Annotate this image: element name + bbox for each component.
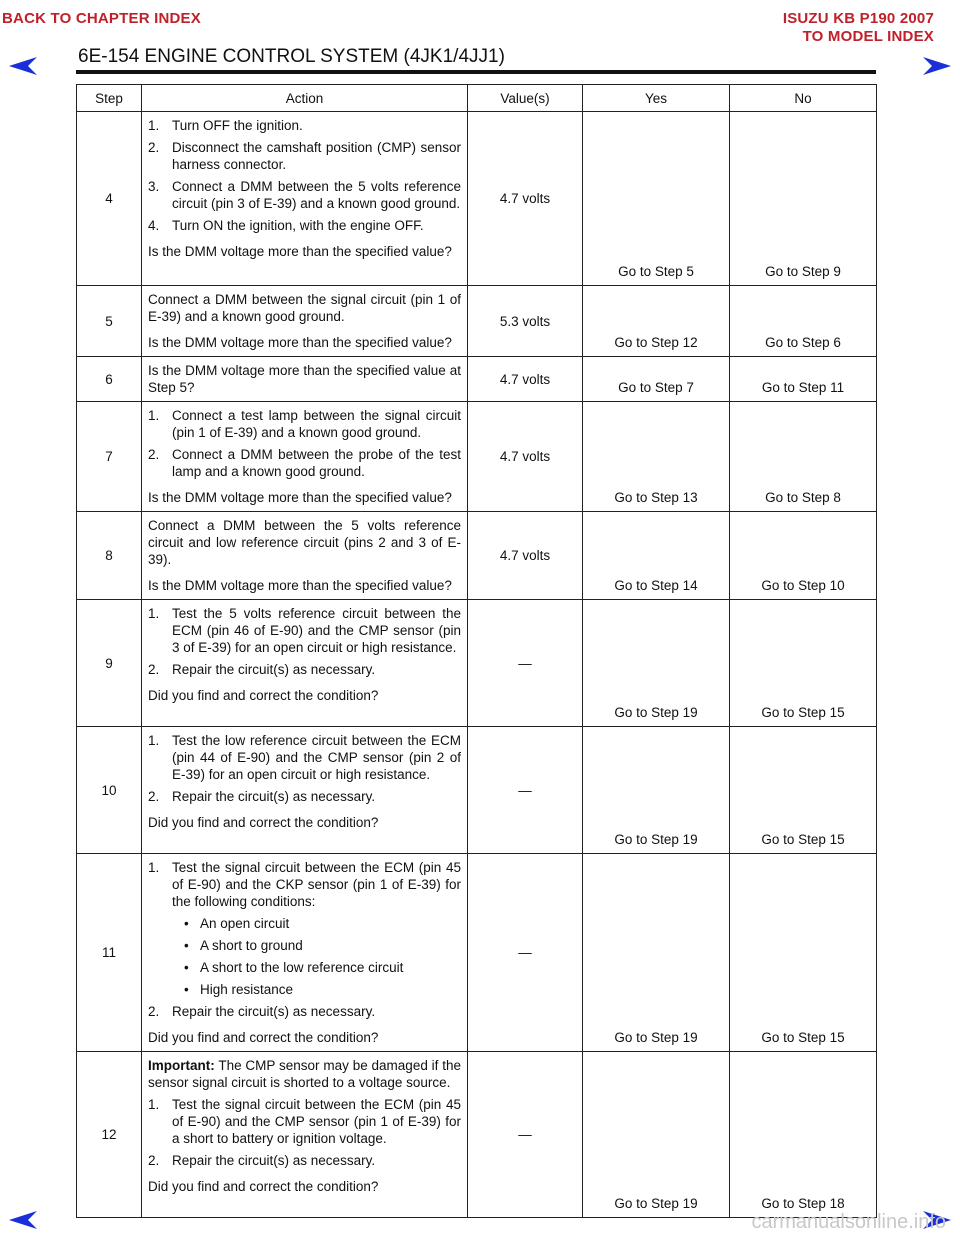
important-text: The CMP sensor may be damaged if the sensor signal circuit is shorted to a voltage source.	[148, 1058, 462, 1090]
table-row	[77, 286, 877, 357]
back-to-chapter-index-link[interactable]: BACK TO CHAPTER INDEX	[2, 10, 201, 27]
action-item: Connect a DMM between the probe of the test lamp and a known good ground.	[172, 447, 461, 479]
action-item: Turn ON the ignition, with the engine OFF.	[172, 218, 424, 233]
yes-column-header: Yes	[583, 85, 730, 112]
bullet-item: A short to ground	[200, 938, 303, 953]
diagnostic-steps-table	[76, 84, 877, 1218]
yes-cell: Go to Step 14	[583, 512, 730, 600]
action-cell	[142, 512, 468, 600]
step-number: 9	[77, 600, 142, 727]
table-row	[77, 600, 877, 727]
value-cell: —	[468, 854, 583, 1052]
model-title-link[interactable]: ISUZU KB P190 2007	[782, 10, 934, 27]
action-item: Repair the circuit(s) as necessary.	[172, 662, 376, 677]
yes-cell: Go to Step 19	[583, 727, 730, 854]
action-item: Connect a test lamp between the signal circuit (pin 1 of E-39) and a known good ground.	[172, 408, 461, 440]
action-item: Repair the circuit(s) as necessary.	[172, 1153, 376, 1168]
action-item: Turn OFF the ignition.	[172, 118, 303, 133]
action-question: Is the DMM voltage more than the specified value?	[148, 578, 452, 593]
action-cell: 1. Test the low reference circuit between the ECM (pin 44 of E-90) and the CMP sensor (pin 2 of E-39) for an open circuit or high resistance. 2. Repair the circuit(s) as necessary. Did you find and correct the condition?	[142, 727, 468, 854]
table-row	[77, 854, 877, 1052]
action-question: Did you find and correct the condition?	[148, 815, 379, 830]
table-row	[77, 1052, 877, 1218]
no-cell: Go to Step 6	[730, 286, 877, 357]
bullet-item: An open circuit	[200, 916, 290, 931]
yes-cell: Go to Step 19	[583, 1052, 730, 1218]
table-row	[77, 112, 877, 286]
value-cell: —	[468, 1052, 583, 1218]
action-item: Disconnect the camshaft position (CMP) sensor harness connector.	[172, 140, 461, 172]
action-question: Did you find and correct the condition?	[148, 1179, 379, 1194]
previous-page-arrow-icon[interactable]	[8, 56, 38, 76]
action-cell: 1. Turn OFF the ignition. 2. Disconnect the camshaft position (CMP) sensor harness connector. 3. Connect a DMM between the 5 volts reference circuit (pin 3 of E-39) and a known good ground. 4. Turn ON the ignition, with the engine OFF. Is the DMM voltage more than the specified value?	[142, 112, 468, 286]
header-divider	[76, 70, 876, 74]
no-column-header: No	[730, 85, 877, 112]
yes-cell: Go to Step 13	[583, 402, 730, 512]
action-item: Connect a DMM between the 5 volts reference circuit (pin 3 of E-39) and a known good ground.	[172, 179, 461, 211]
action-question: Did you find and correct the condition?	[148, 688, 379, 703]
action-item: Test the 5 volts reference circuit between the ECM (pin 46 of E-90) and the CMP sensor (pin 3 of E-39) for an open circuit or high resistance.	[172, 606, 461, 655]
no-cell: Go to Step 15	[730, 600, 877, 727]
action-cell	[142, 286, 468, 357]
step-number: 11	[77, 854, 142, 1052]
no-cell: Go to Step 10	[730, 512, 877, 600]
no-cell: Go to Step 8	[730, 402, 877, 512]
page-title: 6E-154 ENGINE CONTROL SYSTEM (4JK1/4JJ1)	[78, 46, 505, 67]
table-row	[77, 402, 877, 512]
action-cell: 1. Test the 5 volts reference circuit between the ECM (pin 46 of E-90) and the CMP sensor (pin 3 of E-39) for an open circuit or high resistance. 2. Repair the circuit(s) as necessary. Did you find and correct the condition?	[142, 600, 468, 727]
to-model-index-link[interactable]: TO MODEL INDEX	[802, 28, 934, 45]
value-cell: —	[468, 727, 583, 854]
bullet-item: A short to the low reference circuit	[200, 960, 404, 975]
action-item: Repair the circuit(s) as necessary.	[172, 789, 376, 804]
no-cell: Go to Step 9	[730, 112, 877, 286]
action-item: Repair the circuit(s) as necessary.	[172, 1004, 376, 1019]
action-question: Is the DMM voltage more than the specified value?	[148, 335, 452, 350]
step-column-header: Step	[77, 85, 142, 112]
important-label: Important:	[148, 1058, 215, 1073]
table-header-row	[77, 85, 877, 112]
action-item: Test the signal circuit between the ECM (pin 45 of E-90) and the CKP sensor (pin 1 of E-39) for the following conditions:	[172, 860, 461, 909]
action-question: Did you find and correct the condition?	[148, 1030, 379, 1045]
action-text: Is the DMM voltage more than the specified value at Step 5?	[148, 363, 461, 395]
action-question: Is the DMM voltage more than the specified value?	[148, 244, 452, 259]
action-item: Test the signal circuit between the ECM (pin 45 of E-90) and the CMP sensor (pin 1 of E-39) for a short to battery or ignition voltage.	[172, 1097, 461, 1146]
values-column-header: Value(s)	[468, 85, 583, 112]
action-column-header: Action	[142, 85, 468, 112]
watermark: carmanualsonline.info	[751, 1211, 946, 1233]
no-cell: Go to Step 11	[730, 357, 877, 402]
value-cell: 4.7 volts	[468, 402, 583, 512]
action-question: Is the DMM voltage more than the specified value?	[148, 490, 452, 505]
no-cell: Go to Step 15	[730, 854, 877, 1052]
step-number: 7	[77, 402, 142, 512]
yes-cell: Go to Step 19	[583, 600, 730, 727]
next-page-arrow-icon[interactable]	[922, 56, 952, 76]
value-cell: 4.7 volts	[468, 112, 583, 286]
action-cell: 1. Test the signal circuit between the ECM (pin 45 of E-90) and the CKP sensor (pin 1 of E-39) for the following conditions: • An open circuit • A short to ground • A short to the low reference circuit • High resistance 2. Repair the circuit(s) as necessary. Did you find and correct the condition?	[142, 854, 468, 1052]
table-row	[77, 357, 877, 402]
table-row	[77, 727, 877, 854]
step-number: 10	[77, 727, 142, 854]
yes-cell: Go to Step 5	[583, 112, 730, 286]
value-cell: 4.7 volts	[468, 512, 583, 600]
value-cell: 4.7 volts	[468, 357, 583, 402]
step-number: 4	[77, 112, 142, 286]
table-row	[77, 512, 877, 600]
no-cell: Go to Step 18	[730, 1052, 877, 1218]
yes-cell: Go to Step 12	[583, 286, 730, 357]
action-item: Test the low reference circuit between the ECM (pin 44 of E-90) and the CMP sensor (pin 2 of E-39) for an open circuit or high resistance.	[172, 733, 461, 782]
action-cell: Important: The CMP sensor may be damaged if the sensor signal circuit is shorted to a voltage source. 1. Test the signal circuit between the ECM (pin 45 of E-90) and the CMP sensor (pin 1 of E-39) for a short to battery or ignition voltage. 2. Repair the circuit(s) as necessary. Did you find and correct the condition?	[142, 1052, 468, 1218]
step-number: 5	[77, 286, 142, 357]
action-text: Connect a DMM between the 5 volts reference circuit and low reference circuit (pins 2 and 3 of E-39).	[148, 518, 461, 567]
step-number: 12	[77, 1052, 142, 1218]
value-cell: 5.3 volts	[468, 286, 583, 357]
yes-cell: Go to Step 7	[583, 357, 730, 402]
no-cell: Go to Step 15	[730, 727, 877, 854]
action-cell	[142, 357, 468, 402]
step-number: 6	[77, 357, 142, 402]
yes-cell: Go to Step 19	[583, 854, 730, 1052]
action-text: Connect a DMM between the signal circuit (pin 1 of E-39) and a known good ground.	[148, 292, 461, 324]
step-number: 8	[77, 512, 142, 600]
previous-page-arrow-icon-bottom[interactable]	[8, 1210, 38, 1230]
action-cell: 1. Connect a test lamp between the signal circuit (pin 1 of E-39) and a known good ground. 2. Connect a DMM between the probe of the test lamp and a known good ground. Is the DMM voltage more than the specified value?	[142, 402, 468, 512]
bullet-item: High resistance	[200, 982, 294, 997]
value-cell: —	[468, 600, 583, 727]
